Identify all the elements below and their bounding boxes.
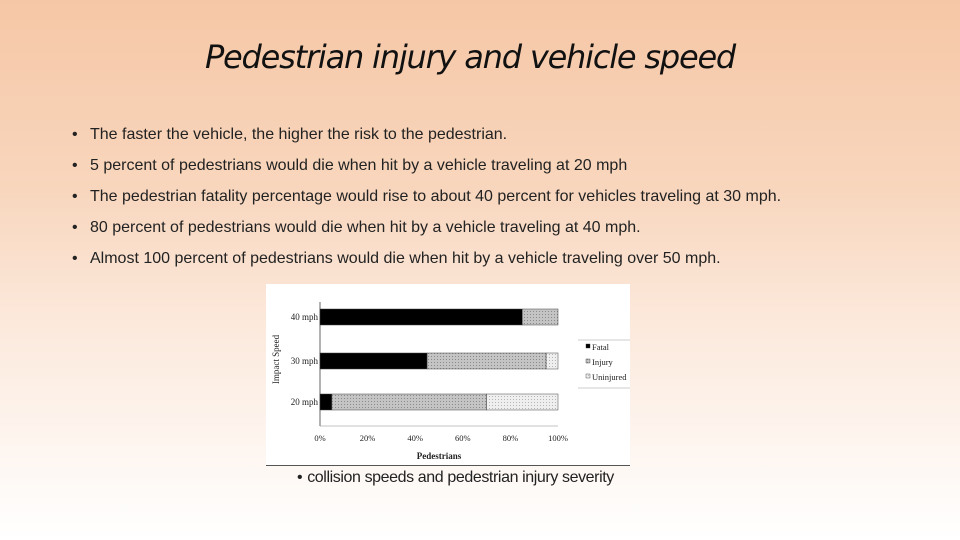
legend-swatch (586, 344, 590, 348)
bullet-text: The faster the vehicle, the higher the risk to the pedestrian. (90, 126, 508, 143)
y-axis-title: Impact Speed (271, 334, 281, 385)
bar-segment-injury (427, 353, 546, 369)
bar-segment-fatal (320, 353, 427, 369)
x-tick-label: 0% (314, 433, 326, 443)
x-tick-label: 100% (548, 433, 568, 443)
bar-segment-injury (522, 309, 558, 325)
x-tick-label: 20% (359, 433, 376, 443)
bullet-item (72, 124, 781, 155)
legend-label: Injury (592, 357, 613, 367)
category-tick-label: 20 mph (290, 397, 318, 407)
bar-segment-uninjured (546, 353, 558, 369)
legend-swatch (586, 359, 590, 363)
legend-label: Fatal (592, 342, 609, 352)
bar-segment-fatal (320, 394, 332, 410)
chart-image (266, 284, 630, 466)
bullet-dot-icon: • (72, 126, 78, 143)
bullet-item (72, 155, 781, 186)
bullet-dot-icon: • (297, 469, 303, 486)
bullet-dot-icon: • (72, 188, 78, 205)
bullet-text: 5 percent of pedestrians would die when hit by a vehicle traveling at 20 mph (90, 157, 628, 174)
caption-text: collision speeds and pedestrian injury severity (307, 469, 614, 486)
x-axis-title: Pedestrians (416, 451, 462, 461)
bar-segment-uninjured (487, 394, 558, 410)
stacked-bar-chart (266, 284, 630, 466)
category-tick-label: 40 mph (290, 312, 318, 322)
bullet-dot-icon: • (72, 250, 78, 267)
chart-caption (297, 469, 614, 487)
bullet-dot-icon: • (72, 219, 78, 236)
legend-label: Uninjured (592, 372, 627, 382)
bullet-item (72, 186, 781, 217)
slide-title: Pedestrian injury and vehicle speed (204, 38, 736, 76)
x-tick-label: 40% (407, 433, 423, 443)
bar-segment-fatal (320, 309, 522, 325)
chart-bottom-rule (266, 465, 630, 466)
bullet-item (72, 248, 781, 279)
bar-segment-injury (332, 394, 487, 410)
bullet-dot-icon: • (72, 157, 78, 174)
bullet-text: Almost 100 percent of pedestrians would die when hit by a vehicle traveling over 50 mph. (90, 250, 721, 267)
bullet-text: 80 percent of pedestrians would die when hit by a vehicle traveling at 40 mph. (90, 219, 641, 236)
x-tick-label: 80% (502, 433, 519, 443)
legend-swatch (586, 374, 590, 378)
bullet-text: The pedestrian fatality percentage would rise to about 40 percent for vehicles traveling at 30 mph. (90, 188, 782, 205)
category-tick-label: 30 mph (290, 356, 318, 366)
bullet-list (72, 124, 781, 279)
x-tick-label: 60% (455, 433, 471, 443)
bullet-item (72, 217, 781, 248)
